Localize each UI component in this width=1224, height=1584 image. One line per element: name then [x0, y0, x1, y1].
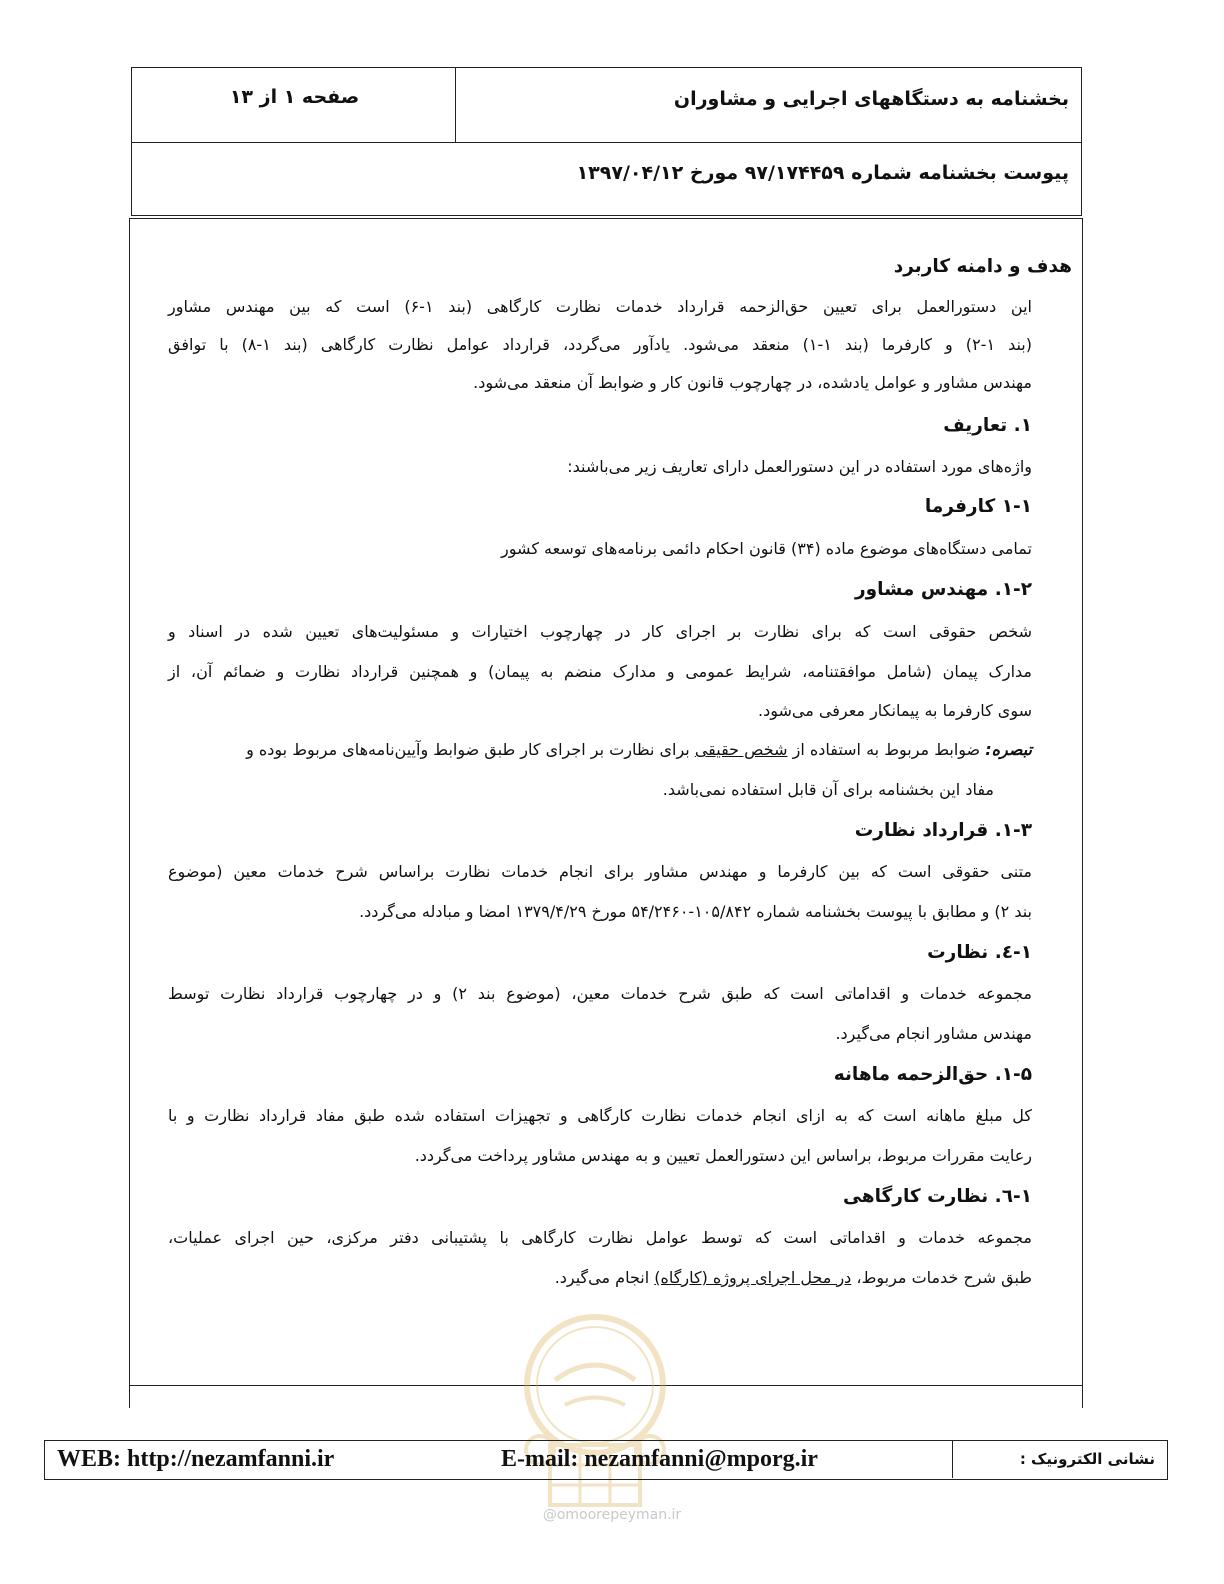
- section-1-1-heading: ۱-۱ کارفرما: [924, 496, 1032, 517]
- section-1-4-line-2: مهندس مشاور انجام می‌گیرد.: [835, 1024, 1032, 1043]
- section-1-heading: ۱. تعاریف: [943, 415, 1032, 436]
- header-table: [131, 67, 1082, 216]
- section-1-5-line-2: رعایت مقررات مربوط، براساس این دستورالعمل تعیین و به مهندس مشاور پرداخت می‌گردد.: [414, 1146, 1032, 1165]
- footer-web-link[interactable]: WEB: http://nezamfanni.ir: [57, 1446, 335, 1472]
- section-1-2-line-1: شخص حقوقی است که برای نظارت بر اجرای کار در چهارچوب اختیارات و مسئولیت‌های تعیین شده در اسناد و: [168, 622, 1032, 641]
- note-line-1: [246, 742, 1032, 758]
- header-row-top: [132, 68, 1081, 143]
- goal-line-2: (بند ۱-۲) و کارفرما (بند ۱-۱) منعقد می‌شود. یادآور می‌گردد، قرارداد عوامل نظارت کارگاهی (بند ۱-۸) با توافق: [168, 335, 1032, 354]
- note-text-a: ضوابط مربوط به استفاده از: [787, 740, 986, 759]
- section-1-6-heading: ۱-٦. نظارت کارگاهی: [843, 1186, 1032, 1207]
- section-1-6-line-2: [555, 1270, 1032, 1286]
- document-title: بخشنامه به دستگاههای اجرایی و مشاوران: [455, 68, 1081, 142]
- watermark-logo-icon: [510, 1310, 680, 1510]
- section-1-5-heading: ۱-۵. حق‌الزحمه ماهانه: [833, 1064, 1032, 1085]
- footer-email-link[interactable]: E-mail: nezamfanni@mporg.ir: [501, 1446, 818, 1472]
- s16-underlined: در محل اجرای پروژه (کارگاه): [654, 1268, 852, 1287]
- section-1-4-heading: ۱-٤. نظارت: [927, 942, 1032, 963]
- section-1-1-text: تمامی دستگاه‌های موضوع ماده (۳۴) قانون احکام دائمی برنامه‌های توسعه کشور: [501, 539, 1032, 558]
- footer-label: نشانی الکترونیک :: [952, 1441, 1167, 1478]
- footer-contact-bar: [44, 1440, 1168, 1480]
- section-1-3-line-2: بند ۲) و مطابق با پیوست بخشنامه شماره ۱۰۵/۸۴۲-۵۴/۲۴۶۰ مورخ ۱۳۷۹/۴/۲۹ امضا و مبادله می‌گردد.: [359, 902, 1032, 921]
- section-1-2-line-3: سوی کارفرما به پیمانکار معرفی می‌شود.: [758, 701, 1032, 720]
- attachment-reference: پیوست بخشنامه شماره ۹۷/۱۷۴۴۵۹ مورخ ۱۳۹۷/۰۴/۱۲: [576, 162, 1069, 184]
- note-line-2: مفاد این بخشنامه برای آن قابل استفاده نمی‌باشد.: [662, 780, 994, 799]
- watermark-text: @omoorepeyman.ir: [542, 1507, 682, 1523]
- goal-line-1: این دستورالعمل برای تعیین حق‌الزحمه قرارداد خدمات نظارت کارگاهی (بند ۱-۶) است که بین مهندس مشاور: [168, 297, 1033, 316]
- note-text-b: برای نظارت بر اجرای کار طبق ضوابط وآیین‌نامه‌های مربوط بوده و: [246, 740, 695, 759]
- goal-line-3: مهندس مشاور و عوامل یادشده، در چهارچوب قانون کار و ضوابط آن منعقد می‌شود.: [473, 373, 1032, 392]
- section-1-6-line-1: مجموعه خدمات و اقداماتی است که توسط عوامل نظارت کارگاهی با پشتیبانی دفتر مرکزی، حین اجرای عملیات،: [168, 1228, 1032, 1247]
- section-1-3-line-1: متنی حقوقی است که بین کارفرما و مهندس مشاور برای انجام خدمات نظارت براساس شرح خدمات معین (موضوع: [168, 862, 1032, 881]
- s16-text-a: طبق شرح خدمات مربوط،: [851, 1268, 1032, 1287]
- s16-text-b: انجام می‌گیرد.: [554, 1268, 655, 1287]
- section-1-3-heading: ۱-۳. قرارداد نظارت: [854, 820, 1032, 841]
- section-1-2-heading: ۱-۲. مهندس مشاور: [855, 579, 1032, 600]
- note-label: تبصره:: [985, 740, 1032, 759]
- section-1-5-line-1: کل مبلغ ماهانه است که به ازای انجام خدمات نظارت کارگاهی و تجهیزات استفاده شده طبق مفاد قرارداد نظارت و با: [168, 1106, 1032, 1125]
- section-1-2-line-2: مدارک پیمان (شامل موافقتنامه، شرایط عمومی و مدارک منضم به پیمان) و همچنین قرارداد نظارت و ضمائم آن، از: [168, 662, 1032, 681]
- section-1-text: واژه‌های مورد استفاده در این دستورالعمل دارای تعاریف زیر می‌باشند:: [567, 457, 1032, 476]
- section-1-4-line-1: مجموعه خدمات و اقداماتی است که طبق شرح خدمات معین، (موضوع بند ۲) و در چهارچوب قرارداد نظارت توسط: [168, 984, 1033, 1003]
- goal-heading: هدف و دامنه کاربرد: [893, 256, 1072, 277]
- note-underlined: شخص حقیقی: [694, 740, 788, 759]
- page-number: صفحه ۱ از ۱۳: [229, 86, 360, 108]
